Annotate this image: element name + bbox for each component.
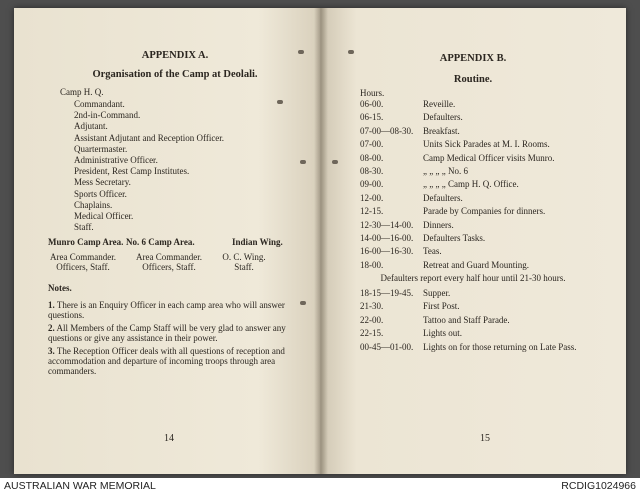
- routine-activity: Lights on for those returning on Late Pass.: [423, 341, 577, 352]
- staple-hole: [348, 50, 354, 54]
- archive-footer: [0, 478, 640, 495]
- routine-activity: Retreat and Guard Mounting.: [423, 259, 529, 270]
- page-number-right: 15: [480, 433, 490, 444]
- staple-hole: [300, 160, 306, 164]
- area-line: Area Commander.: [136, 252, 202, 262]
- routine-time: 12-00.: [360, 192, 384, 203]
- note-item: [48, 300, 302, 320]
- camp-hq-label: Camp H. Q.: [60, 87, 104, 97]
- routine-time: 08-30.: [360, 166, 384, 176]
- routine-activity: „ „ „ „ Camp H. Q. Office.: [423, 179, 519, 190]
- hq-item: Administrative Officer.: [74, 155, 158, 165]
- routine-activity: Dinners.: [423, 219, 454, 230]
- area-line: Staff.: [234, 262, 254, 272]
- hours-label: Hours.: [360, 88, 385, 98]
- appendix-a-title: APPENDIX A.: [141, 50, 209, 61]
- note-item: [48, 346, 302, 376]
- note-text: All Members of the Camp Staff will be very glad to answer any questions or give any assistance in their power.: [48, 323, 286, 343]
- routine-time: 22-00.: [360, 314, 384, 325]
- hq-item: Commandant.: [74, 99, 125, 109]
- archive-id: RCDIG1024966: [561, 480, 636, 492]
- hq-item: President, Rest Camp Institutes.: [74, 166, 190, 177]
- routine-time: 07-00.: [360, 139, 384, 150]
- routine-activity: Reveille.: [423, 99, 456, 109]
- area-heading: No. 6 Camp Area.: [126, 237, 195, 247]
- archive-source: AUSTRALIAN WAR MEMORIAL: [4, 480, 156, 492]
- appendix-b-subtitle: Routine.: [453, 74, 493, 85]
- hq-item: Staff.: [74, 222, 94, 233]
- note-text: There is an Enquiry Officer in each camp area who will answer questions.: [48, 300, 285, 320]
- staple-hole: [298, 50, 304, 54]
- staple-hole: [332, 160, 338, 164]
- routine-activity: Defaulters Tasks.: [423, 233, 486, 243]
- routine-activity: Lights out.: [423, 328, 463, 339]
- routine-time: 14-00—16-00.: [360, 233, 414, 243]
- area-line: Area Commander.: [50, 252, 116, 262]
- routine-time: 18-15—19-45.: [360, 288, 414, 298]
- routine-activity: Parade by Companies for dinners.: [423, 206, 546, 217]
- book-gutter: [314, 8, 328, 474]
- hq-item: Chaplains.: [74, 199, 113, 210]
- open-booklet: [14, 8, 626, 474]
- routine-time: 18-00.: [360, 259, 384, 270]
- routine-time: 07-00—08-30.: [360, 125, 414, 136]
- routine-time: 08-00.: [360, 152, 384, 163]
- area-heading: Indian Wing.: [232, 237, 283, 247]
- routine-time: 06-15.: [360, 112, 384, 123]
- defaulters-note: Defaulters report every half hour until 21-30 hours.: [380, 273, 566, 283]
- notes-heading: Notes.: [48, 283, 72, 293]
- appendix-b-title: APPENDIX B.: [439, 53, 507, 64]
- note-text: The Reception Officer deals with all questions of reception and accommodation and departure of incoming troops through area commanders.: [48, 346, 285, 376]
- hq-item: Quartermaster.: [74, 143, 128, 154]
- note-item: [48, 323, 302, 343]
- routine-activity: Tattoo and Staff Parade.: [423, 314, 510, 325]
- routine-time: 12-15.: [360, 206, 384, 217]
- routine-activity: Breakfast.: [423, 125, 460, 136]
- routine-time: 21-30.: [360, 301, 384, 312]
- hq-item: Assistant Adjutant and Reception Officer.: [74, 132, 225, 143]
- area-line: Officers, Staff.: [142, 262, 196, 272]
- routine-activity: Supper.: [423, 288, 451, 298]
- hq-item: 2nd-in-Command.: [74, 110, 141, 121]
- area-line: Officers, Staff.: [56, 262, 110, 272]
- routine-activity: Defaulters.: [423, 192, 463, 203]
- staple-hole: [300, 301, 306, 305]
- note-number: 3.: [48, 346, 55, 356]
- area-line: O. C. Wing.: [222, 252, 266, 262]
- routine-time: 16-00—16-30.: [360, 246, 414, 257]
- staple-hole: [277, 100, 283, 104]
- area-heading: Munro Camp Area.: [48, 237, 124, 247]
- routine-activity: Units Sick Parades at M. I. Rooms.: [423, 139, 550, 150]
- hq-item: Adjutant.: [74, 121, 108, 132]
- page-number-left: 14: [164, 433, 174, 444]
- note-number: 2.: [48, 323, 55, 333]
- routine-time: 22-15.: [360, 328, 384, 339]
- routine-activity: „ „ „ „ No. 6: [423, 166, 468, 176]
- routine-activity: Camp Medical Officer visits Munro.: [423, 152, 555, 163]
- routine-time: 12-30—14-00.: [360, 219, 414, 230]
- routine-activity: Teas.: [423, 246, 442, 257]
- hq-item: Mess Secretary.: [74, 177, 131, 188]
- page-left: [14, 8, 320, 474]
- routine-time: 09-00.: [360, 179, 384, 190]
- hq-item: Medical Officer.: [74, 211, 134, 221]
- page-right: [320, 8, 626, 474]
- routine-activity: First Post.: [423, 301, 460, 312]
- appendix-a-subtitle: Organisation of the Camp at Deolali.: [92, 69, 258, 80]
- routine-activity: Defaulters.: [423, 112, 463, 123]
- note-number: 1.: [48, 300, 55, 310]
- routine-time: 06-00.: [360, 99, 384, 109]
- hq-item: Sports Officer.: [74, 188, 127, 199]
- routine-time: 00-45—01-00.: [360, 341, 414, 352]
